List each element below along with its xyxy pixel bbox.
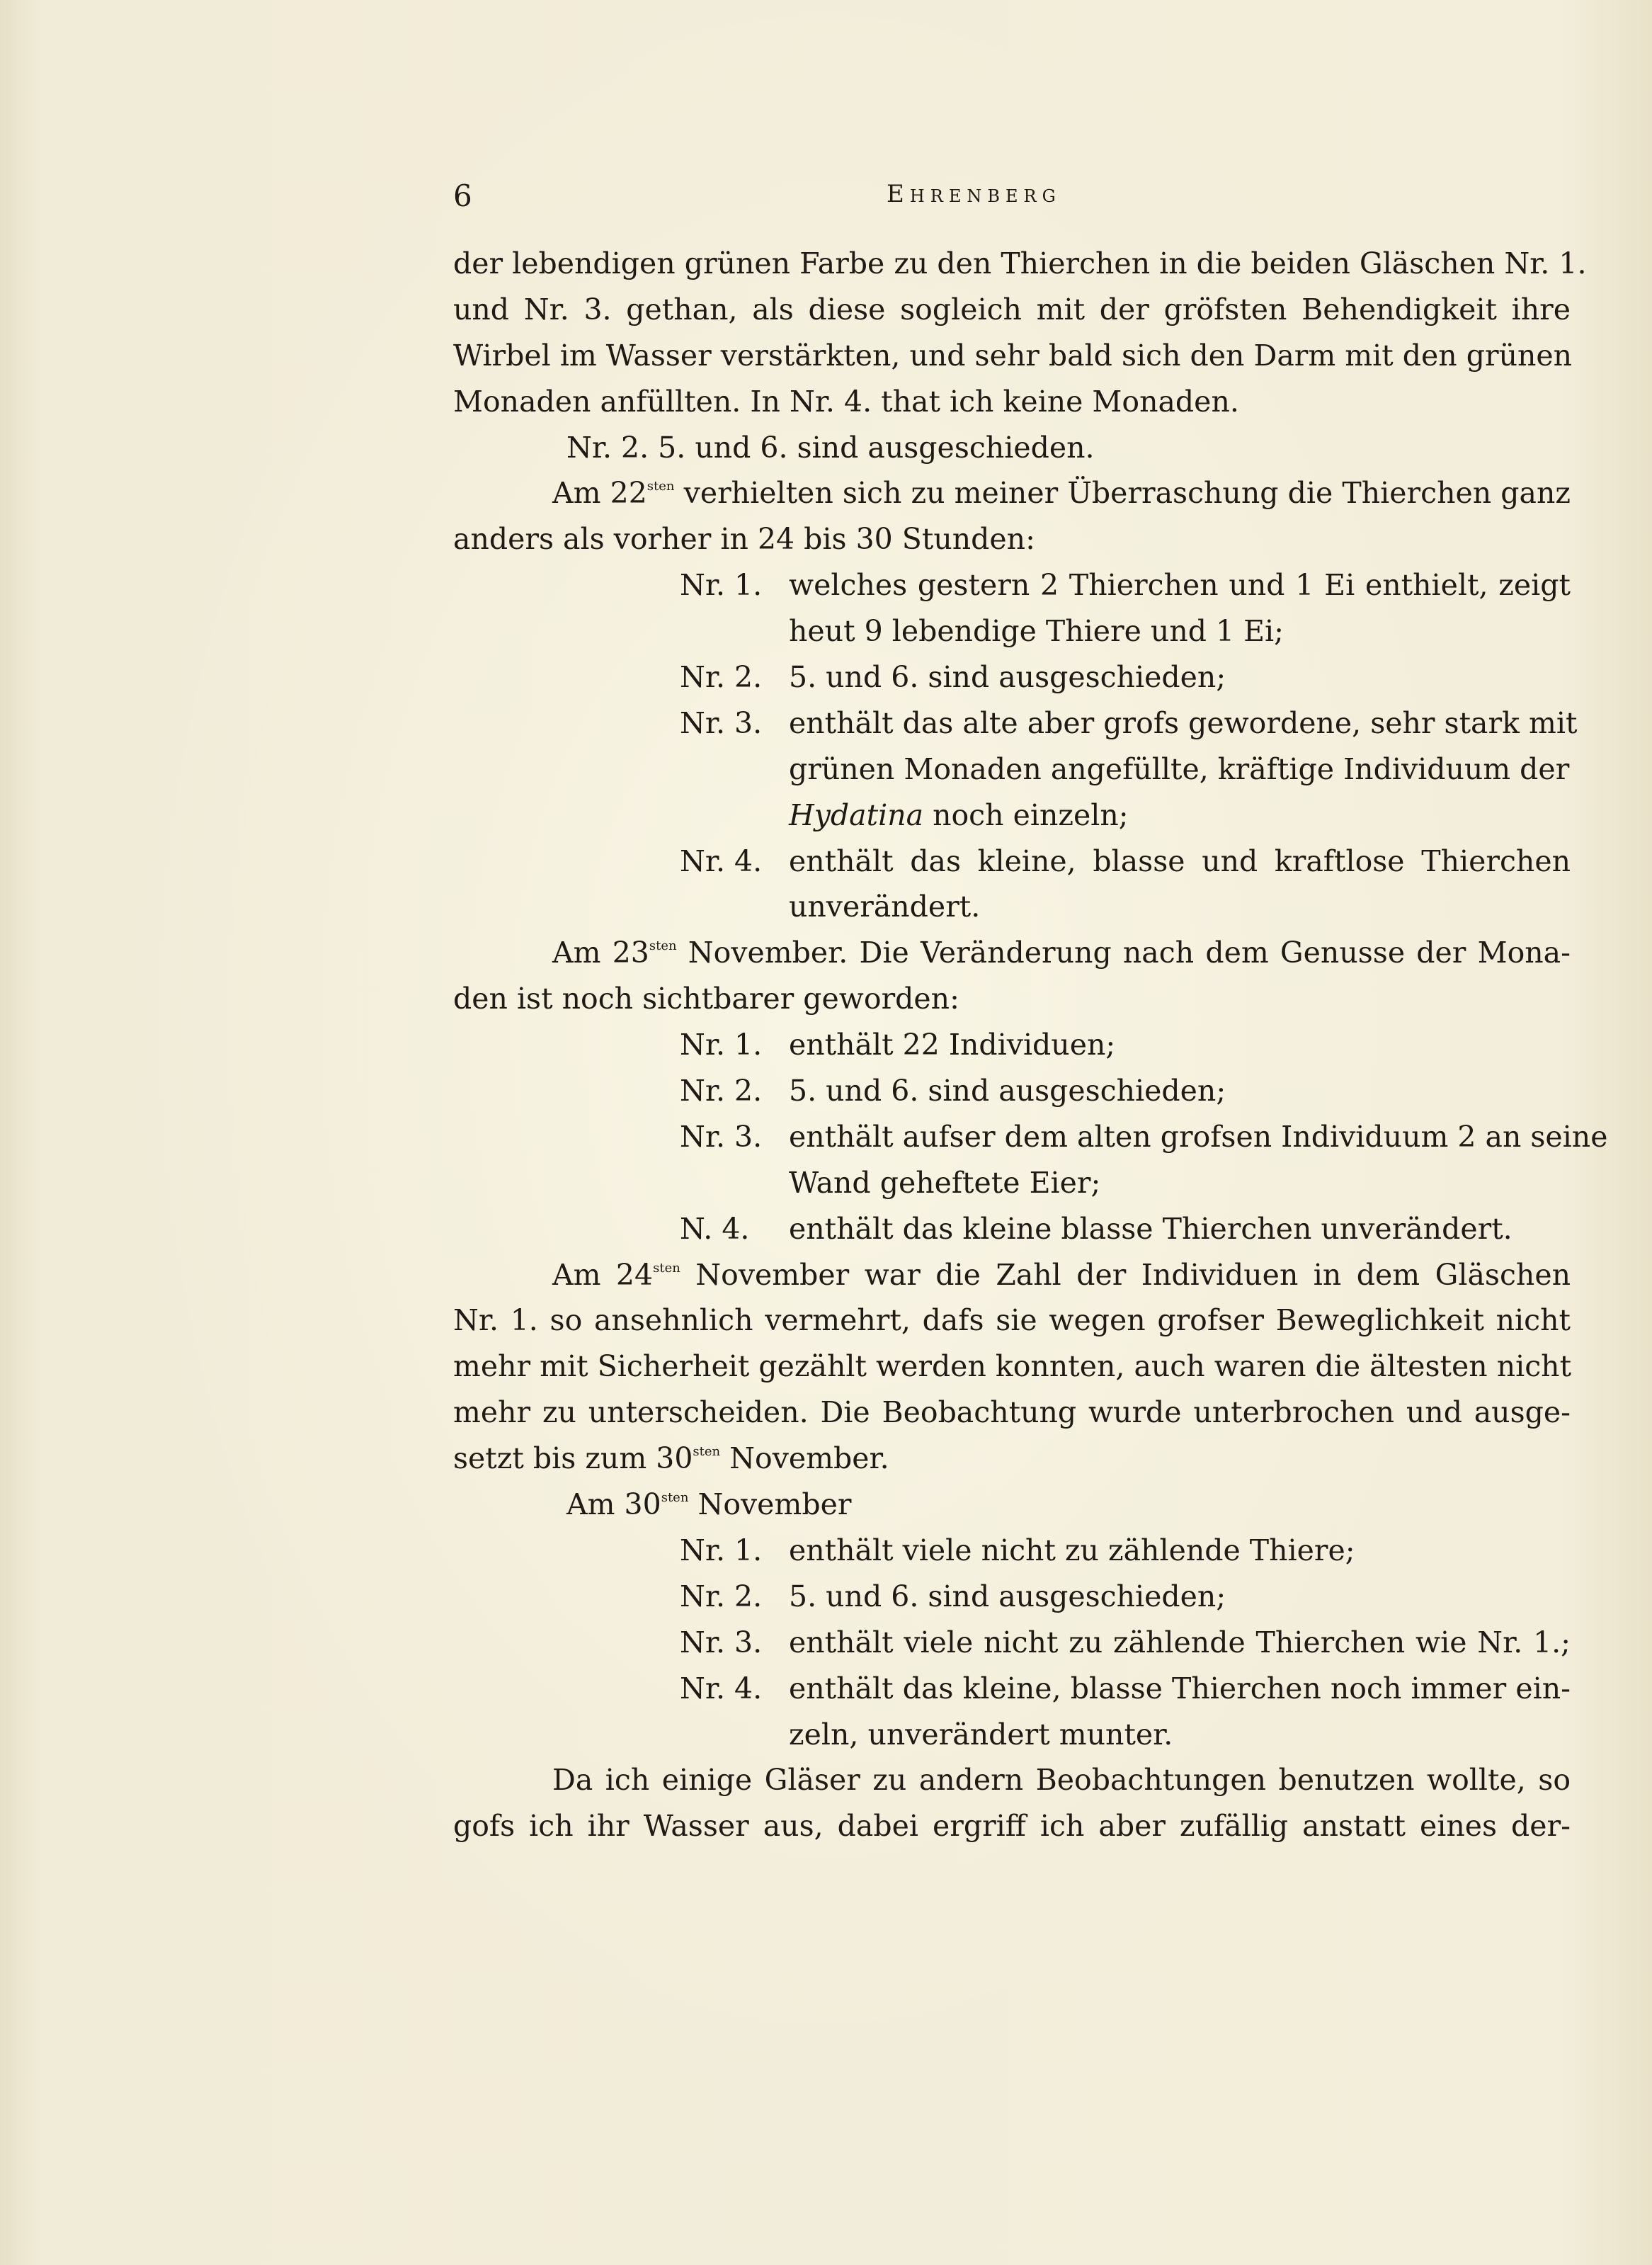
item-number: Nr. 2.	[680, 1579, 763, 1613]
species-name: Hydatina	[789, 797, 924, 832]
list-item-continuation: Wand geheftete Eier;	[789, 1165, 1101, 1200]
text-line: Monaden anfüllten. In Nr. 4. that ich keine Monaden.	[453, 384, 1239, 419]
list-item: Nr. 1. enthält viele nicht zu zählende Thiere;	[453, 1528, 1571, 1574]
list-item: Nr. 3. enthält aufser dem alten grofsen Individuum 2 an seine	[453, 1114, 1571, 1160]
list-item: N. 4. enthält das kleine blasse Thierchen unverändert.	[453, 1206, 1571, 1252]
item-number: Nr. 3.	[680, 1119, 763, 1154]
item-number: Nr. 1.	[680, 568, 763, 603]
text-line: Wirbel im Wasser verstärkten, und sehr bald sich den Darm mit den grünen	[453, 338, 1573, 373]
text-line: setzt bis zum $30^{sten}$ November.	[453, 1441, 889, 1476]
text-line: Nr. 1. so ansehnlich vermehrt, dafs sie wegen grofser Beweglichkeit nicht	[453, 1303, 1571, 1338]
paragraph-start-line: Am $24^{sten}$ November war die Zahl der Individuen in dem Gläschen	[552, 1257, 1571, 1292]
list-item: Nr. 3. enthält das alte aber grofs gewordene, sehr stark mit	[453, 700, 1571, 747]
text-line: den ist noch sichtbarer geworden:	[453, 982, 959, 1016]
running-head: Ehrenberg	[887, 180, 1061, 208]
item-number: Nr. 4.	[680, 1671, 763, 1705]
page-header	[453, 178, 1572, 221]
paragraph-start-line: Da ich einige Gläser zu andern Beobachtungen benutzen wollte, so	[552, 1763, 1571, 1798]
list-item: Nr. 1. welches gestern 2 Thierchen und 1 Ei enthielt, zeigt	[453, 562, 1571, 608]
list-item: Nr. 2. 5. und 6. sind ausgeschieden;	[453, 1574, 1571, 1620]
superscript: sten	[649, 938, 677, 954]
text-line: und Nr. 3. gethan, als diese sogleich mit der gröfsten Behendigkeit ihre	[453, 292, 1571, 327]
list-item-continuation: Hydatina noch einzeln;	[789, 797, 1129, 832]
item-number: Nr. 3.	[680, 1625, 763, 1659]
paragraph-start-line: Am $30^{sten}$ November	[566, 1487, 852, 1522]
list-item-continuation: heut 9 lebendige Thiere und 1 Ei;	[789, 614, 1284, 649]
superscript: sten	[693, 1444, 721, 1460]
text-line: gofs ich ihr Wasser aus, dabei ergriff ich aber zufällig anstatt eines der-	[453, 1809, 1571, 1844]
text-line: der lebendigen grünen Farbe zu den Thierchen in die beiden Gläschen Nr. 1.	[453, 246, 1587, 280]
text-line: mehr mit Sicherheit gezählt werden konnten, auch waren die ältesten nicht	[453, 1349, 1572, 1384]
list-item-continuation: grünen Monaden angefüllte, kräftige Individuum der	[789, 751, 1570, 786]
item-number: Nr. 3.	[680, 705, 763, 740]
superscript: sten	[646, 479, 675, 494]
list-item: Nr. 3. enthält viele nicht zu zählende Thierchen wie Nr. 1.;	[453, 1620, 1571, 1666]
list-item-continuation: unverändert.	[789, 890, 981, 924]
superscript: sten	[653, 1260, 680, 1276]
page-number: 6	[453, 178, 472, 213]
list-item: Nr. 4. enthält das kleine, blasse und kraftlose Thierchen	[453, 839, 1571, 885]
body-text	[453, 241, 1608, 1849]
text-line: anders als vorher in 24 bis 30 Stunden:	[453, 522, 1035, 557]
item-number: Nr. 4.	[680, 844, 763, 878]
paragraph-start-line: Am $22^{sten}$ verhielten sich zu meiner Überraschung die Thierchen ganz	[552, 476, 1571, 511]
list-item: Nr. 2. 5. und 6. sind ausgeschieden;	[453, 1068, 1571, 1114]
item-number: Nr. 1.	[680, 1028, 763, 1062]
item-number: Nr. 2.	[680, 660, 763, 695]
superscript: sten	[661, 1490, 689, 1506]
item-number: Nr. 2.	[680, 1074, 763, 1108]
list-item-continuation: zeln, unverändert munter.	[789, 1717, 1173, 1752]
paragraph-start-line: Am $23^{sten}$ November. Die Veränderung nach dem Genusse der Mona-	[552, 936, 1571, 970]
list-item: Nr. 4. enthält das kleine, blasse Thierchen noch immer ein-	[453, 1666, 1571, 1712]
text-line: mehr zu unterscheiden. Die Beobachtung wurde unterbrochen und ausge-	[453, 1395, 1571, 1430]
item-number: N. 4.	[680, 1211, 750, 1246]
text-line: Nr. 2. 5. und 6. sind ausgeschieden.	[566, 430, 1095, 465]
item-number: Nr. 1.	[680, 1533, 763, 1567]
list-item: Nr. 1. enthält 22 Individuen;	[453, 1022, 1571, 1068]
list-item: Nr. 2. 5. und 6. sind ausgeschieden;	[453, 654, 1571, 700]
